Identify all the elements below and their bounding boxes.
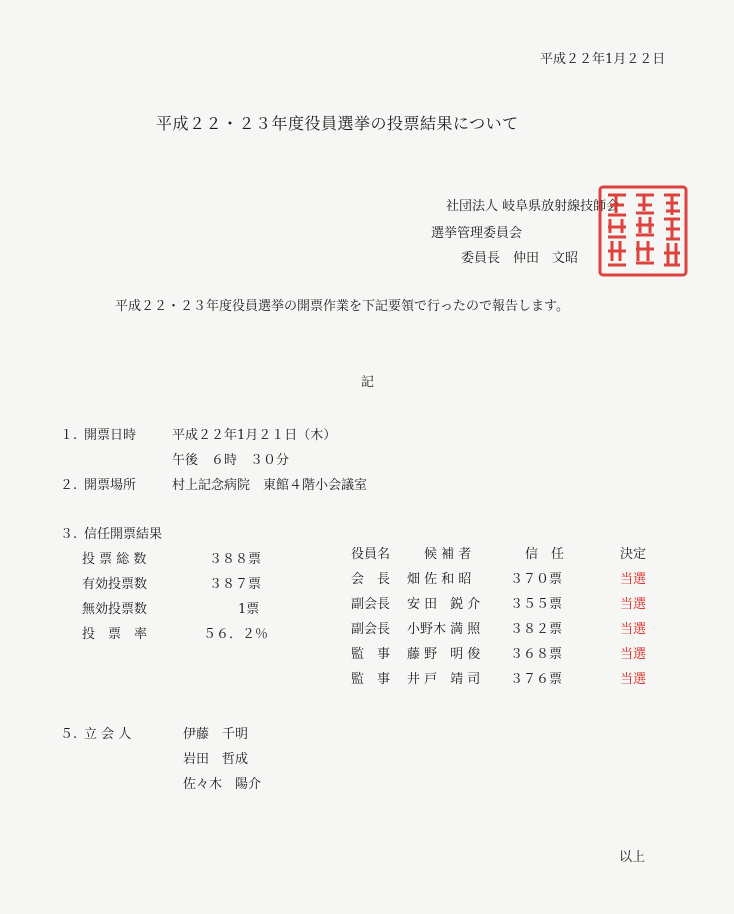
document-title: 平成２２・２３年度役員選挙の投票結果について (156, 114, 519, 133)
stat-label: 有効投票数 (82, 577, 148, 592)
row-votes: ３７６票 (510, 672, 563, 687)
row-decision: 当選 (620, 647, 647, 662)
row-role: 監 事 (351, 672, 391, 687)
row-votes: ３５５票 (510, 597, 563, 612)
item1-label: 開票日時 (84, 428, 137, 443)
sender-organization: 社団法人 岐阜県放射線技師会 (446, 199, 620, 214)
item1-date: 平成２２年1月２１日（木） (172, 428, 337, 443)
row-role: 副会長 (351, 622, 391, 637)
row-votes: ３７０票 (510, 572, 563, 587)
row-role: 会 長 (351, 572, 391, 587)
ki-heading: 記 (361, 375, 375, 390)
row-role: 監 事 (351, 647, 391, 662)
row-candidate: 安 田 鋭 介 (407, 597, 481, 612)
stat-label: 無効投票数 (82, 602, 148, 617)
row-votes: ３６８票 (510, 647, 563, 662)
official-seal-stamp (596, 183, 690, 279)
header-votes: 信 任 (525, 547, 565, 562)
intro-text: 平成２２・２３年度役員選挙の開票作業を下記要領で行ったので報告します。 (115, 299, 569, 314)
row-decision: 当選 (620, 672, 647, 687)
stat-value: ３８８票 (209, 552, 262, 567)
sender-committee: 選挙管理委員会 (431, 226, 523, 241)
row-votes: ３８２票 (510, 622, 563, 637)
stat-label: 投 票 率 (82, 627, 148, 642)
row-candidate: 藤 野 明 俊 (407, 647, 481, 662)
item1-number: １. (60, 428, 78, 443)
row-role: 副会長 (351, 597, 391, 612)
row-candidate: 小野木 満 照 (407, 622, 481, 637)
item5-number: ５. (60, 727, 78, 742)
witness-name: 伊藤 千明 (183, 727, 249, 742)
sender-chair: 委員長 仲田 文昭 (461, 251, 579, 266)
stat-value: ５６．２％ (203, 627, 269, 642)
item1-time: 午後 ６時 ３０分 (172, 453, 290, 468)
header-role: 役員名 (351, 547, 391, 562)
witness-name: 岩田 哲成 (183, 752, 249, 767)
item3-number: ３. (60, 527, 78, 542)
row-decision: 当選 (620, 622, 647, 637)
item2-number: ２. (60, 478, 78, 493)
row-candidate: 井 戸 靖 司 (407, 672, 481, 687)
stat-label: 投 票 総 数 (82, 552, 147, 567)
header-decision: 決定 (620, 547, 647, 562)
header-candidate: 候 補 者 (424, 547, 472, 562)
item2-value: 村上記念病院 東館４階小会議室 (172, 478, 368, 493)
witness-name: 佐々木 陽介 (183, 777, 262, 792)
document-date: 平成２２年1月２２日 (540, 52, 666, 67)
row-decision: 当選 (620, 597, 647, 612)
stat-value: ３８７票 (209, 577, 262, 592)
item3-label: 信任開票結果 (84, 527, 163, 542)
row-candidate: 畑 佐 和 昭 (407, 572, 472, 587)
item5-label: 立 会 人 (84, 727, 132, 742)
item2-label: 開票場所 (84, 478, 137, 493)
closing-text: 以上 (619, 850, 646, 865)
row-decision: 当選 (620, 572, 647, 587)
stat-value: 1票 (238, 602, 260, 617)
